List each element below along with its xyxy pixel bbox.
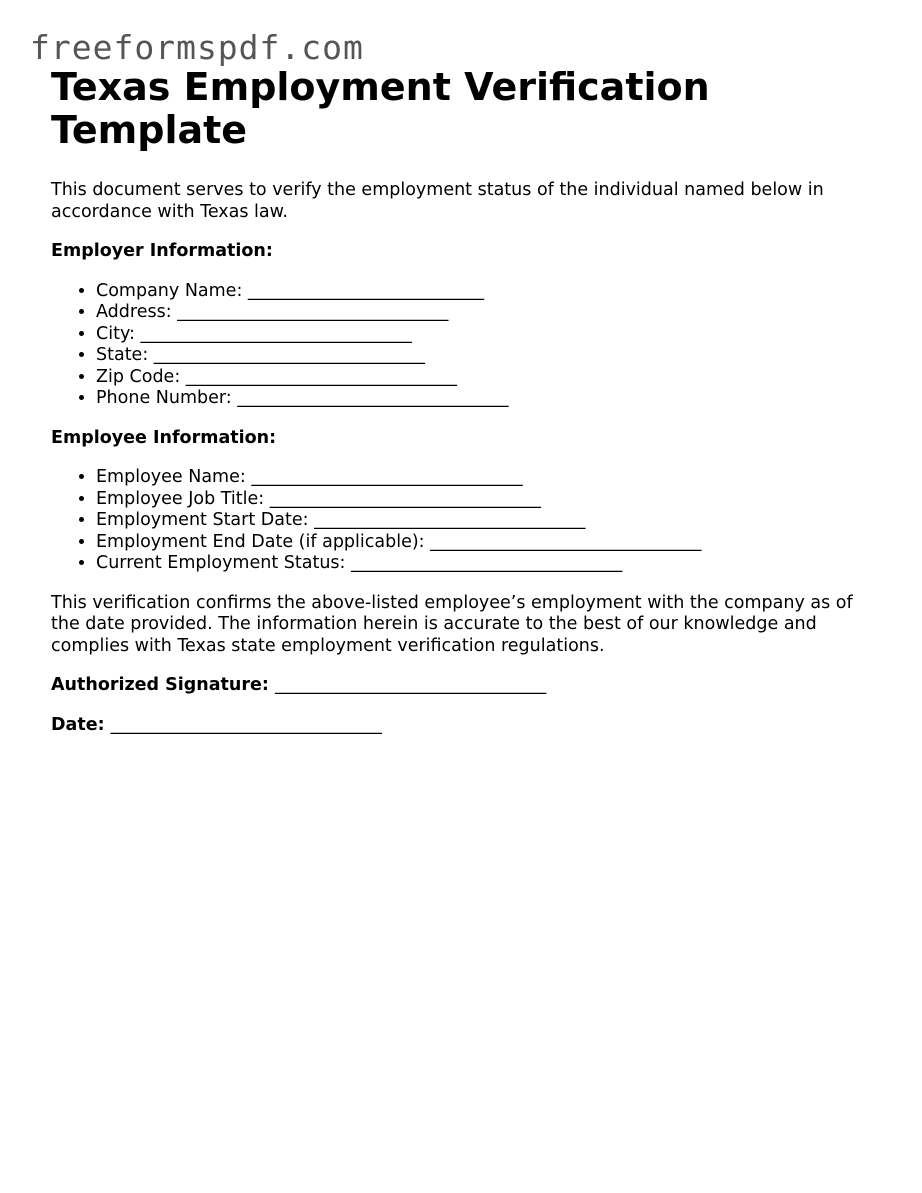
zip-code-field[interactable]: • Zip Code: _______________________________ [96,367,881,389]
authorized-signature-blank[interactable]: _______________________________ [274,675,547,695]
employer-field-list [51,281,881,410]
city-field[interactable]: • City: _______________________________ [96,324,881,346]
employment-end-date-field[interactable]: • Employment End Date (if applicable): _______________________________ [96,532,881,554]
current-employment-status-field[interactable]: • Current Employment Status: _______________________________ [96,553,881,575]
document-title: Texas Employment Verification Template [51,65,710,152]
date-blank[interactable]: _______________________________ [110,714,382,735]
intro-paragraph: This document serves to verify the employment status of the individual named below in accordance with Texas law. [51,180,824,222]
employer-section-heading: Employer Information: [51,241,273,261]
date-label: Date: [51,714,111,735]
document-page [51,66,881,736]
employee-job-title-field[interactable]: • Employee Job Title: _______________________________ [96,489,881,511]
employee-field-list [51,467,881,575]
employee-section-heading: Employee Information: [51,427,277,448]
employee-name-field[interactable]: • Employee Name: _______________________________ [96,467,881,489]
authorized-signature-label: Authorized Signature: [51,675,275,695]
company-name-field[interactable]: • Company Name: ___________________________ [96,281,881,303]
closing-paragraph: This verification confirms the above-listed employee’s employment with the company as of the date provided. The information herein is accurate to the best of our knowledge and complies with Texas state employment verification regulations. [51,592,853,656]
date-line[interactable] [51,715,881,737]
phone-number-field[interactable]: • Phone Number: _______________________________ [96,388,881,410]
address-field[interactable]: • Address: _______________________________ [96,302,881,324]
state-field[interactable]: • State: _______________________________ [96,345,881,367]
authorized-signature-line[interactable] [51,675,881,697]
employment-start-date-field[interactable]: • Employment Start Date: _______________________________ [96,510,881,532]
watermark: freeformspdf.com [30,28,364,67]
